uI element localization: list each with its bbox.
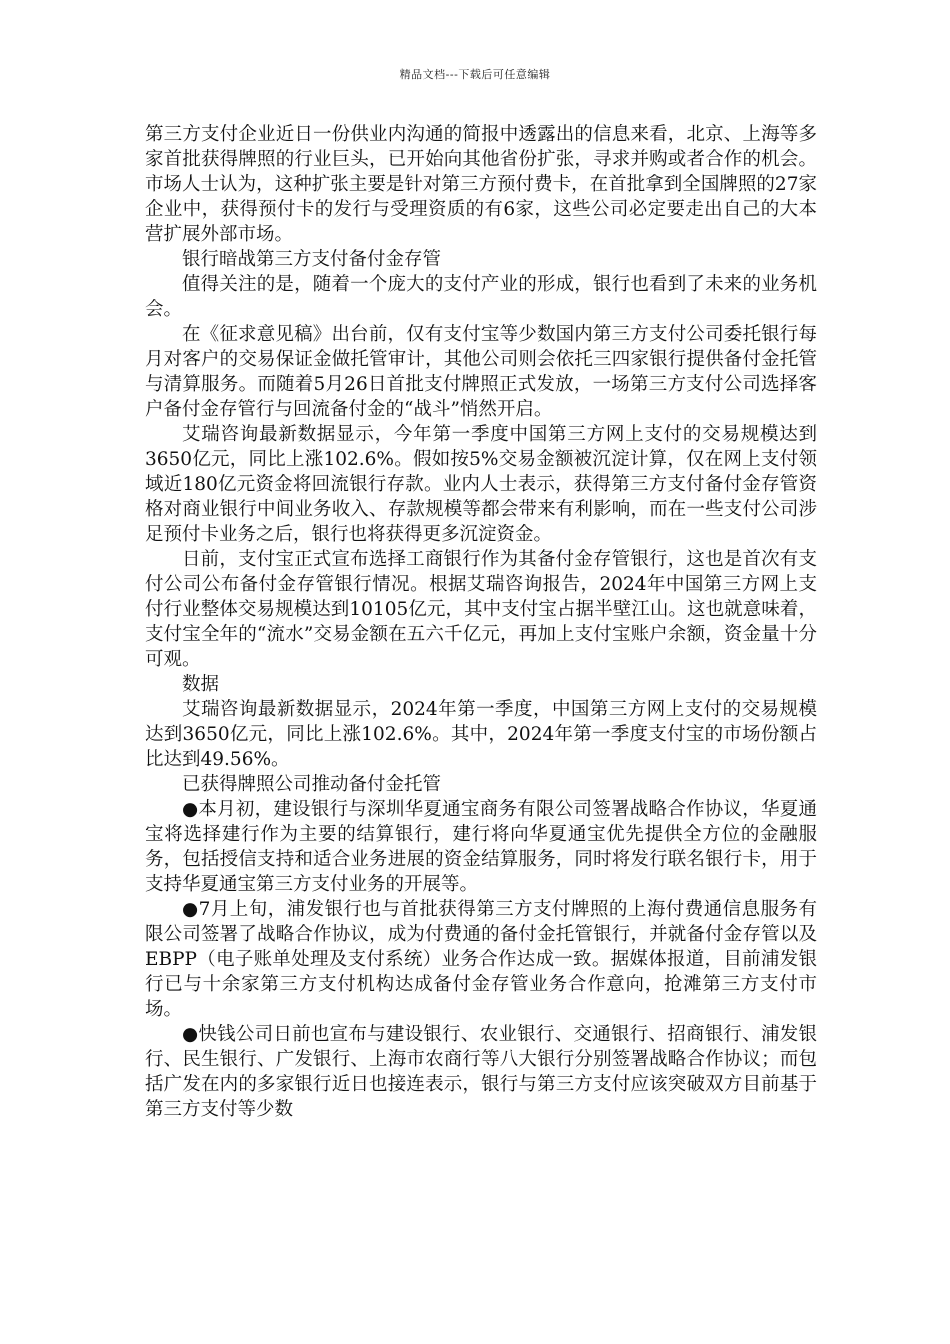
section-heading-licensed-companies: 已获得牌照公司推动备付金托管 — [182, 774, 442, 795]
document-body — [145, 122, 817, 1122]
bullet-paragraph: ●7月上旬，浦发银行也与首批获得第三方支付牌照的上海付费通信息服务有限公司签署了战略合作协议，成为付费通的备付金托管银行，并就备付金存管以及EBPP（电子账单处理及支付系统）业务合作达成一致。据媒体报道，目前浦发银行已与十余家第三方支付机构达成备付金存管业务合作意向，抢滩第三方支付市场。 — [145, 899, 817, 1020]
paragraph-intro: 第三方支付企业近日一份供业内沟通的简报中透露出的信息来看，北京、上海等多家首批获得牌照的行业巨头，已开始向其他省份扩张，寻求并购或者合作的机会。市场人士认为，这种扩张主要是针对第三方预付费卡，在首批拿到全国牌照的27家企业中，获得预付卡的发行与受理资质的有6家，这些公司必定要走出自己的大本营扩展外部市场。 — [145, 124, 817, 245]
paragraph: 日前，支付宝正式宣布选择工商银行作为其备付金存管银行，这也是首次有支付公司公布备付金存管银行情况。根据艾瑞咨询报告，2024年中国第三方网上支付行业整体交易规模达到10105亿元，其中支付宝占据半壁江山。这也就意味着，支付宝全年的“流水”交易金额在五六千亿元，再加上支付宝账户余额，资金量十分可观。 — [145, 549, 817, 670]
paragraph: 艾瑞咨询最新数据显示，今年第一季度中国第三方网上支付的交易规模达到3650亿元，同比上涨102.6%。假如按5%交易金额被沉淀计算，仅在网上支付领域近180亿元资金将回流银行存款。业内人士表示，获得第三方支付备付金存管资格对商业银行中间业务收入、存款规模等都会带来有利影响，而在一些支付公司涉足预付卡业务之后，银行也将获得更多沉淀资金。 — [145, 424, 817, 545]
section-heading-bank-competition: 银行暗战第三方支付备付金存管 — [182, 249, 442, 270]
paragraph: 值得关注的是，随着一个庞大的支付产业的形成，银行也看到了未来的业务机会。 — [145, 274, 817, 320]
section-heading-data: 数据 — [182, 674, 220, 695]
bullet-paragraph: ●本月初，建设银行与深圳华夏通宝商务有限公司签署战略合作协议，华夏通宝将选择建行作为主要的结算银行，建行将向华夏通宝优先提供全方位的金融服务，包括授信支持和适合业务进展的资金结算服务，同时将发行联名银行卡，用于支持华夏通宝第三方支付业务的开展等。 — [145, 799, 817, 895]
bullet-paragraph: ●快钱公司日前也宣布与建设银行、农业银行、交通银行、招商银行、浦发银行、民生银行、广发银行、上海市农商行等八大银行分别签署战略合作协议；而包括广发在内的多家银行近日也接连表示，银行与第三方支付应该突破双方目前基于第三方支付等少数 — [145, 1024, 817, 1120]
paragraph: 艾瑞咨询最新数据显示，2024年第一季度，中国第三方网上支付的交易规模达到3650亿元，同比上涨102.6%。其中，2024年第一季度支付宝的市场份额占比达到49.56%。 — [145, 699, 817, 770]
paragraph: 在《征求意见稿》出台前，仅有支付宝等少数国内第三方支付公司委托银行每月对客户的交易保证金做托管审计，其他公司则会依托三四家银行提供备付金托管与清算服务。而随着5月26日首批支付牌照正式发放，一场第三方支付公司选择客户备付金存管行与回流备付金的“战斗”悄然开启。 — [145, 324, 817, 420]
page-header: 精品文档---下载后可任意编辑 — [399, 68, 551, 81]
